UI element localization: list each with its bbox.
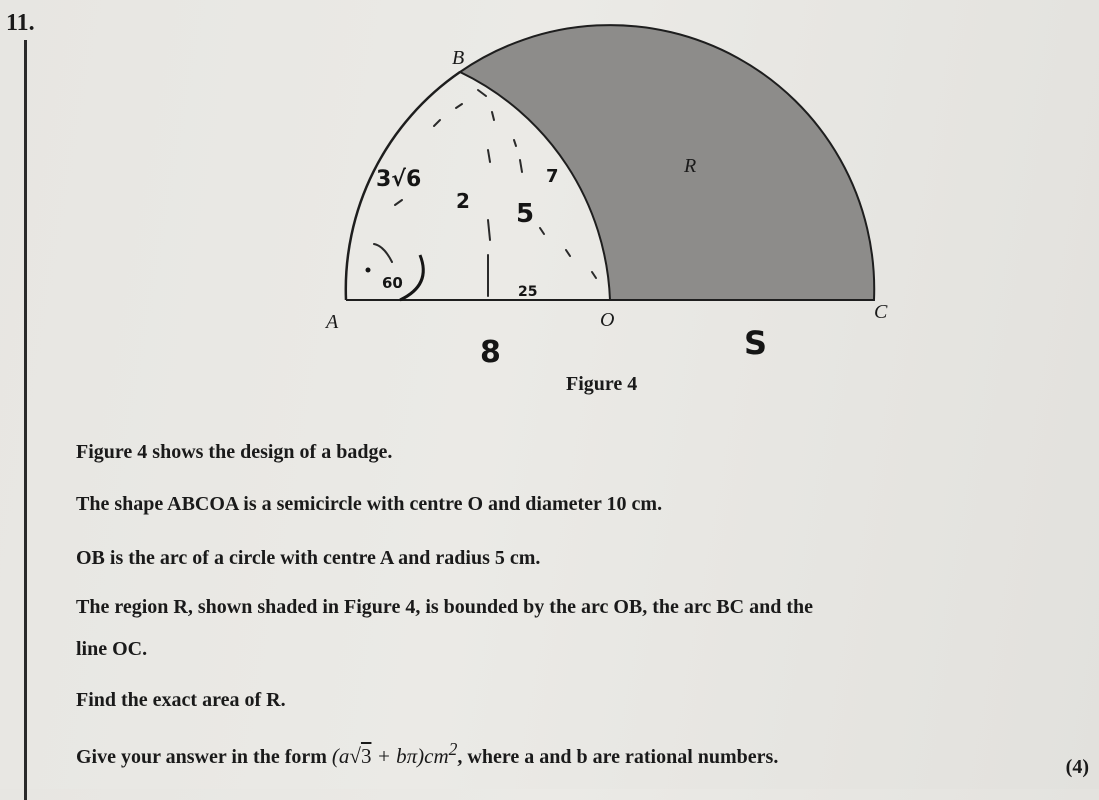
label-o: O: [600, 309, 615, 331]
handwritten-8: 8: [480, 335, 501, 370]
marks-allocation: (4): [1065, 756, 1089, 778]
sqrt-symbol: √: [349, 744, 361, 768]
handwritten-dot: [366, 268, 371, 273]
figure-caption: Figure 4: [566, 373, 638, 395]
answer-form-a: (a: [331, 744, 350, 768]
answer-form-exponent: 2: [448, 739, 458, 759]
handwritten-2: 2: [456, 189, 470, 213]
answer-form-expression: [331, 739, 458, 768]
question-number: 11.: [6, 10, 35, 36]
text-line-6-end: , where a and b are rational numbers.: [457, 746, 779, 768]
handwritten-angle-arc: [400, 255, 423, 300]
text-line-4b: line OC.: [76, 638, 148, 660]
shaded-region-r: [460, 25, 874, 300]
text-line-5: Find the exact area of R.: [76, 689, 286, 711]
label-c: C: [874, 301, 888, 323]
answer-form-b: + bπ)cm: [376, 744, 449, 768]
handwritten-25: 25: [518, 284, 538, 300]
text-line-3: OB is the arc of a circle with centre A and radius 5 cm.: [76, 547, 541, 569]
handwritten-60: 60: [382, 274, 403, 292]
handwritten-7: 7: [546, 166, 559, 187]
handwritten-s: S: [744, 324, 768, 362]
label-b: B: [452, 47, 465, 69]
text-line-4a: The region R, shown shaded in Figure 4, is bounded by the arc OB, the arc BC and the: [76, 596, 813, 618]
handwritten-3root6: 3√6: [376, 167, 422, 192]
text-line-2: The shape ABCOA is a semicircle with centre O and diameter 10 cm.: [76, 493, 663, 515]
text-line-6-start: Give your answer in the form: [76, 746, 327, 768]
text-line-6: [76, 734, 778, 772]
text-line-1: Figure 4 shows the design of a badge.: [76, 441, 393, 463]
label-r: R: [684, 155, 697, 177]
handwritten-5: 5: [516, 199, 535, 229]
label-a: A: [326, 311, 339, 333]
sqrt-argument: 3: [360, 744, 372, 768]
